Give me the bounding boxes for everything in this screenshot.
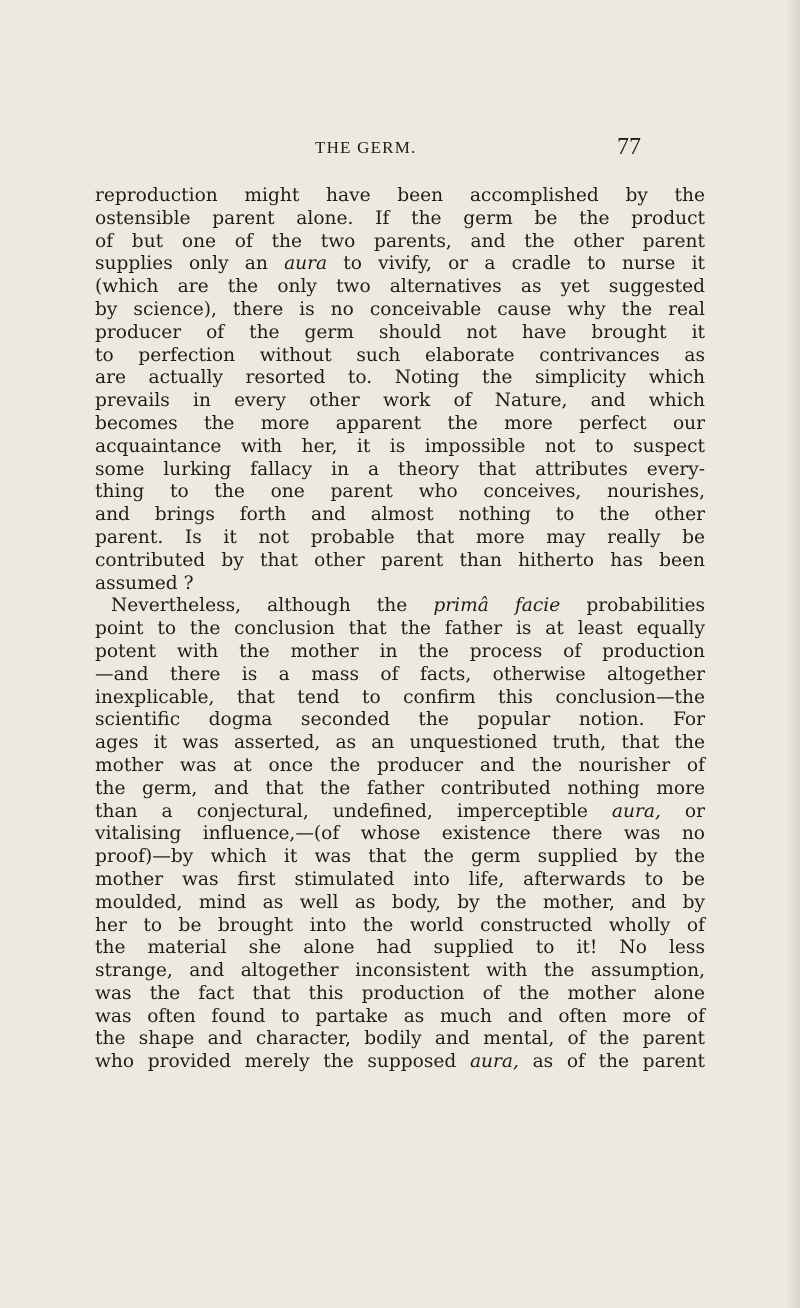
text-line: her to be brought into the world constructed wholly of bbox=[95, 914, 705, 936]
text-line: the material she alone had supplied to it! No less bbox=[95, 937, 705, 959]
text-segment: or bbox=[660, 800, 705, 822]
text-line bbox=[95, 1051, 705, 1074]
text-line: inexplicable, that tend to confirm this conclusion—the bbox=[95, 686, 705, 708]
text-line: to perfection without such elaborate contrivances as bbox=[95, 344, 705, 366]
text-line: the shape and character, bodily and mental, of the parent bbox=[95, 1028, 705, 1050]
text-line bbox=[95, 595, 705, 618]
text-segment: than a conjectural, undefined, imperceptible bbox=[95, 800, 612, 822]
text-line: point to the conclusion that the father is at least equally bbox=[95, 618, 705, 640]
text-segment: probabilities bbox=[560, 595, 705, 617]
text-line: moulded, mind as well as body, by the mother, and by bbox=[95, 891, 705, 913]
text-line bbox=[95, 801, 705, 824]
text-line: contributed by that other parent than hitherto has been bbox=[95, 549, 705, 571]
text-segment: as of the parent bbox=[518, 1051, 705, 1073]
text-line: ages it was asserted, as an unquestioned truth, that the bbox=[95, 732, 705, 754]
italic-term: aura, bbox=[611, 800, 661, 822]
text-segment: Nevertheless, although the bbox=[111, 595, 434, 617]
italic-term: primâ facie bbox=[433, 595, 561, 617]
text-line: scientific dogma seconded the popular notion. For bbox=[95, 709, 705, 731]
text-line: was often found to partake as much and often more of bbox=[95, 1005, 705, 1027]
text-line: ostensible parent alone. If the germ be the product bbox=[95, 207, 705, 229]
text-line: assumed ? bbox=[95, 572, 194, 594]
text-line: prevails in every other work of Nature, and which bbox=[95, 390, 705, 412]
text-line: by science), there is no conceivable cause why the real bbox=[95, 298, 705, 320]
text-line: —and there is a mass of facts, otherwise altogether bbox=[95, 663, 705, 685]
text-segment: to vivify, or a cradle to nurse it bbox=[327, 253, 705, 275]
text-line: was the fact that this production of the mother alone bbox=[95, 982, 705, 1004]
text-line: proof)—by which it was that the germ supplied by the bbox=[95, 846, 705, 868]
text-line: thing to the one parent who conceives, nourishes, bbox=[95, 481, 705, 503]
text-line: strange, and altogether inconsistent with the assumption, bbox=[95, 960, 705, 982]
text-line: some lurking fallacy in a theory that attributes every- bbox=[95, 458, 705, 480]
italic-term: aura, bbox=[469, 1051, 519, 1073]
body-text bbox=[95, 185, 705, 1074]
text-line: are actually resorted to. Noting the simplicity which bbox=[95, 367, 705, 389]
text-line: reproduction might have been accomplished by the bbox=[95, 185, 705, 206]
text-line: potent with the mother in the process of production bbox=[95, 640, 705, 662]
text-line: of but one of the two parents, and the other parent bbox=[95, 230, 705, 252]
text-segment: who provided merely the supposed bbox=[95, 1051, 470, 1073]
text-segment: supplies only an bbox=[95, 253, 285, 275]
text-line: producer of the germ should not have brought it bbox=[95, 321, 705, 343]
text-line: and brings forth and almost nothing to the other bbox=[95, 504, 705, 526]
text-line: mother was first stimulated into life, afterwards to be bbox=[95, 868, 705, 890]
text-line: (which are the only two alternatives as yet suggested bbox=[95, 276, 705, 298]
text-line: acquaintance with her, it is impossible not to suspect bbox=[95, 435, 705, 457]
italic-term: aura bbox=[284, 253, 328, 275]
running-title: THE GERM. bbox=[315, 138, 417, 157]
page-number: 77 bbox=[617, 134, 641, 160]
text-line bbox=[95, 253, 705, 276]
text-line: the germ, and that the father contributed nothing more bbox=[95, 777, 705, 799]
text-line: parent. Is it not probable that more may really be bbox=[95, 526, 705, 548]
running-head bbox=[0, 134, 800, 164]
text-line: becomes the more apparent the more perfect our bbox=[95, 412, 705, 434]
text-line: vitalising influence,—(of whose existence there was no bbox=[95, 823, 705, 845]
page-edge-shadow bbox=[786, 0, 800, 1308]
text-line: mother was at once the producer and the nourisher of bbox=[95, 754, 705, 776]
